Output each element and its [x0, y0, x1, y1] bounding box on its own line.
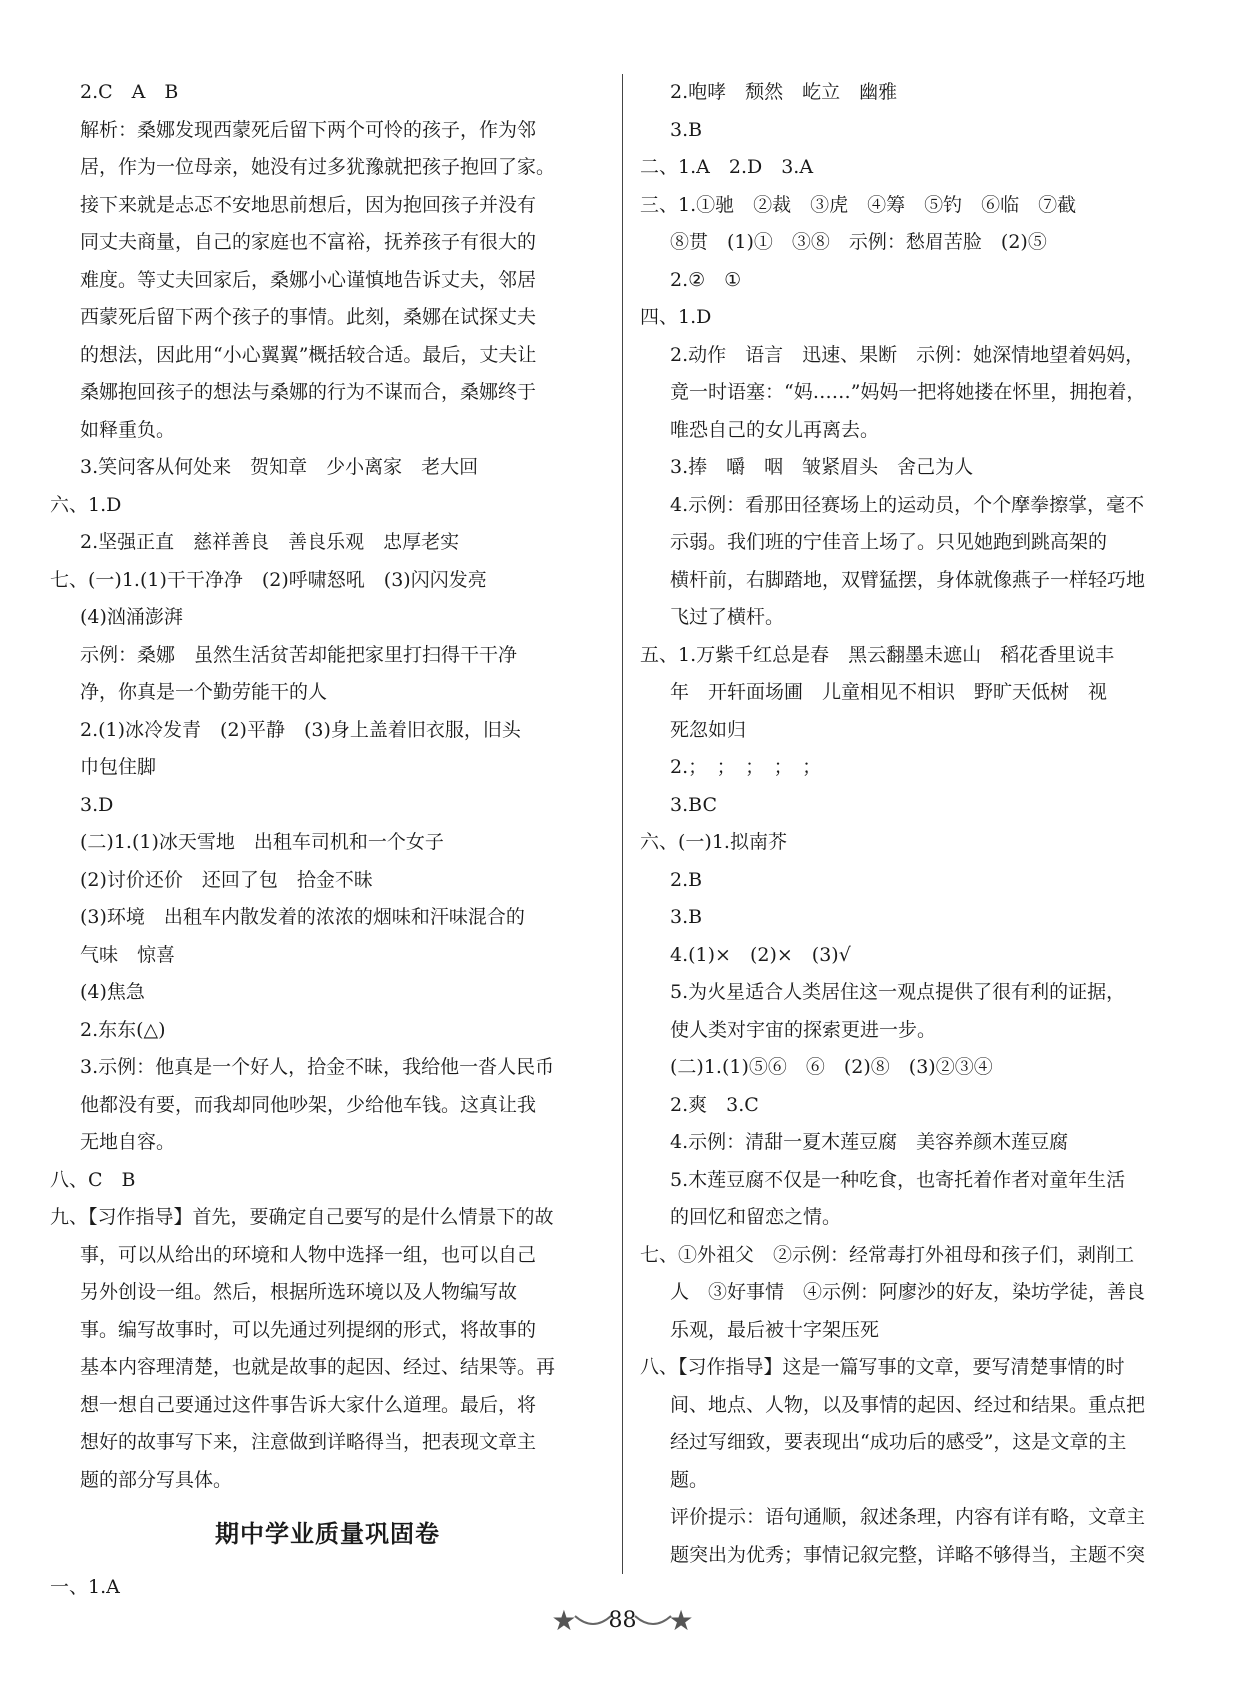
answer-line: 事。编写故事时，可以先通过列提纲的形式，将故事的 [80, 1318, 537, 1341]
answer-line: 气味 惊喜 [80, 943, 176, 966]
answer-line: 九、【习作指导】首先，要确定自己要写的是什么情景下的故 [50, 1206, 554, 1228]
answer-line: 的回忆和留恋之情。 [670, 1206, 842, 1228]
answer-line: 题。 [670, 1468, 709, 1491]
answer-line: 示例：桑娜 虽然生活贫苦却能把家里打扫得干干净 [80, 643, 518, 666]
answer-line: 5.木莲豆腐不仅是一种吃食，也寄托着作者对童年生活 [670, 1168, 1126, 1191]
answer-line: 解析：桑娜发现西蒙死后留下两个可怜的孩子，作为邻 [80, 118, 537, 141]
answer-line: 一、1.A [50, 1576, 120, 1598]
answer-line: 四、1.D [640, 306, 712, 328]
answer-line: 如释重负。 [80, 418, 176, 441]
answer-line: 死忽如归 [670, 718, 747, 741]
answer-line: 六、1.D [50, 493, 122, 516]
answer-line: 桑娜抱回孩子的想法与桑娜的行为不谋而合，桑娜终于 [80, 381, 537, 403]
answer-line: 西蒙死后留下两个孩子的事情。此刻，桑娜在试探丈夫 [80, 306, 537, 328]
answer-line: 六、(一)1.拟南芥 [640, 831, 787, 853]
swoosh-icon [573, 1610, 613, 1630]
swoosh-icon [633, 1610, 673, 1630]
answer-line: 2.东东(△) [80, 1018, 166, 1041]
answer-line: 题的部分写具体。 [80, 1468, 233, 1491]
answer-line: 使人类对宇宙的探索更进一步。 [670, 1018, 937, 1041]
left-column [50, 74, 605, 1607]
answer-line: 事，可以从给出的环境和人物中选择一组，也可以自己 [80, 1243, 537, 1266]
answer-line: 2.咆哮 颓然 屹立 幽雅 [670, 81, 898, 103]
answer-line: 二、1.A 2.D 3.A [640, 156, 814, 178]
answer-line: 2.爽 3.C [670, 1093, 759, 1116]
answer-line: (2)讨价还价 还回了包 拾金不昧 [80, 868, 373, 891]
answer-line: 间、地点、人物，以及事情的起因、经过和结果。重点把 [670, 1393, 1146, 1416]
answer-line: 人 ③好事情 ④示例：阿廖沙的好友，染坊学徒，善良 [670, 1281, 1146, 1303]
answer-line: 三、1.①驰 ②裁 ③虎 ④筹 ⑤钓 ⑥临 ⑦截 [640, 193, 1077, 216]
answer-line: 七、(一)1.(1)干干净净 (2)呼啸怒吼 (3)闪闪发亮 [50, 568, 487, 591]
answer-line: (4)汹涌澎湃 [80, 606, 183, 628]
answer-line: 3.捧 嚼 咽 皱紧眉头 舍己为人 [670, 456, 974, 478]
answer-line: 他都没有要，而我却同他吵架，少给他车钱。这真让我 [80, 1093, 537, 1116]
answer-line: 飞过了横杆。 [670, 606, 785, 628]
star-icon: ★ [668, 1603, 694, 1637]
answer-line: 接下来就是忐忑不安地思前想后，因为抱回孩子并没有 [80, 193, 537, 216]
answer-line: 评价提示：语句通顺，叙述条理，内容有详有略，文章主 [670, 1506, 1146, 1528]
answer-line: 难度。等丈夫回家后，桑娜小心谨慎地告诉丈夫，邻居 [80, 268, 537, 291]
answer-line: 的想法，因此用“小心翼翼”概括较合适。最后，丈夫让 [80, 343, 537, 366]
answer-line: 3.D [80, 793, 114, 816]
answer-line: 巾包住脚 [80, 756, 157, 778]
answer-line: (4)焦急 [80, 981, 145, 1003]
answer-line: 4.示例：清甜一夏木莲豆腐 美容养颜木莲豆腐 [670, 1131, 1069, 1153]
answer-line: 题突出为优秀；事情记叙完整，详略不够得当，主题不突 [670, 1543, 1146, 1566]
answer-line: (二)1.(1)冰天雪地 出租车司机和一个女子 [80, 831, 444, 853]
column-divider [622, 74, 623, 1574]
answer-line: 五、1.万紫千红总是春 黑云翻墨未遮山 稻花香里说丰 [640, 643, 1115, 666]
answer-line: 八、【习作指导】这是一篇写事的文章，要写清楚事情的时 [640, 1356, 1125, 1378]
answer-line: 竟一时语塞：“妈……”妈妈一把将她搂在怀里，拥抱着， [670, 381, 1146, 403]
answer-line: 唯恐自己的女儿再离去。 [670, 418, 880, 441]
answer-line: 经过写细致，要表现出“成功后的感受”，这是文章的主 [670, 1431, 1127, 1453]
right-column [640, 74, 1193, 1574]
answer-line: 4.(1)× (2)× (3)√ [670, 943, 851, 966]
section-title: 期中学业质量巩固卷 [215, 1520, 440, 1548]
answer-line: 示弱。我们班的宁佳音上场了。只见她跑到跳高架的 [670, 531, 1108, 553]
answer-line: 3.示例：他真是一个好人，拾金不昧，我给他一沓人民币 [80, 1056, 555, 1078]
answer-line: 无地自容。 [80, 1131, 176, 1153]
answer-line: 乐观，最后被十字架压死 [670, 1318, 880, 1341]
answer-line: 2.； ； ； ； ； [670, 756, 822, 778]
answer-line: 2.② ① [670, 268, 742, 291]
star-icon: ★ [551, 1603, 577, 1637]
answer-line: 基本内容理清楚，也就是故事的起因、经过、结果等。再 [80, 1356, 556, 1378]
answer-line: 七、①外祖父 ②示例：经常毒打外祖母和孩子们，剥削工 [640, 1243, 1135, 1266]
answer-line: 2.B [670, 868, 703, 891]
answer-line: 5.为火星适合人类居住这一观点提供了很有利的证据， [670, 981, 1126, 1003]
answer-line: 2.C A B [80, 81, 179, 103]
answer-line: 居，作为一位母亲，她没有过多犹豫就把孩子抱回了家。 [80, 156, 556, 178]
answer-line: 八、C B [50, 1168, 136, 1191]
answer-line: 3.B [670, 118, 703, 141]
answer-line: ⑧贯 (1)① ③⑧ 示例：愁眉苦脸 (2)⑤ [670, 231, 1047, 253]
answer-line: 横杆前，右脚踏地，双臂猛摆，身体就像燕子一样轻巧地 [670, 568, 1146, 591]
answer-line: 2.(1)冰冷发青 (2)平静 (3)身上盖着旧衣服，旧头 [80, 718, 521, 741]
answer-line: 净，你真是一个勤劳能干的人 [80, 681, 328, 703]
page-footer [0, 1590, 1245, 1650]
answer-line: 4.示例：看那田径赛场上的运动员，个个摩拳擦掌，毫不 [670, 493, 1145, 516]
answer-line: 另外创设一组。然后，根据所选环境以及人物编写故 [80, 1281, 518, 1303]
answer-line: 2.坚强正直 慈祥善良 善良乐观 忠厚老实 [80, 531, 460, 553]
answer-line: 3.BC [670, 793, 717, 816]
answer-line: 3.B [670, 906, 703, 928]
answer-line: 想好的故事写下来，注意做到详略得当，把表现文章主 [80, 1431, 537, 1453]
answer-line: 2.动作 语言 迅速、果断 示例：她深情地望着妈妈， [670, 343, 1145, 366]
answer-line: 年 开轩面场圃 儿童相见不相识 野旷天低树 视 [670, 681, 1108, 703]
answer-line: (二)1.(1)⑤⑥ ⑥ (2)⑧ (3)②③④ [670, 1056, 993, 1078]
answer-line: (3)环境 出租车内散发着的浓浓的烟味和汗味混合的 [80, 906, 525, 928]
answer-line: 3.笑问客从何处来 贺知章 少小离家 老大回 [80, 456, 479, 478]
page-number: 88 [608, 1607, 637, 1633]
answer-line: 同丈夫商量，自己的家庭也不富裕，抚养孩子有很大的 [80, 231, 537, 253]
answer-line: 想一想自己要通过这件事告诉大家什么道理。最后，将 [80, 1393, 537, 1416]
